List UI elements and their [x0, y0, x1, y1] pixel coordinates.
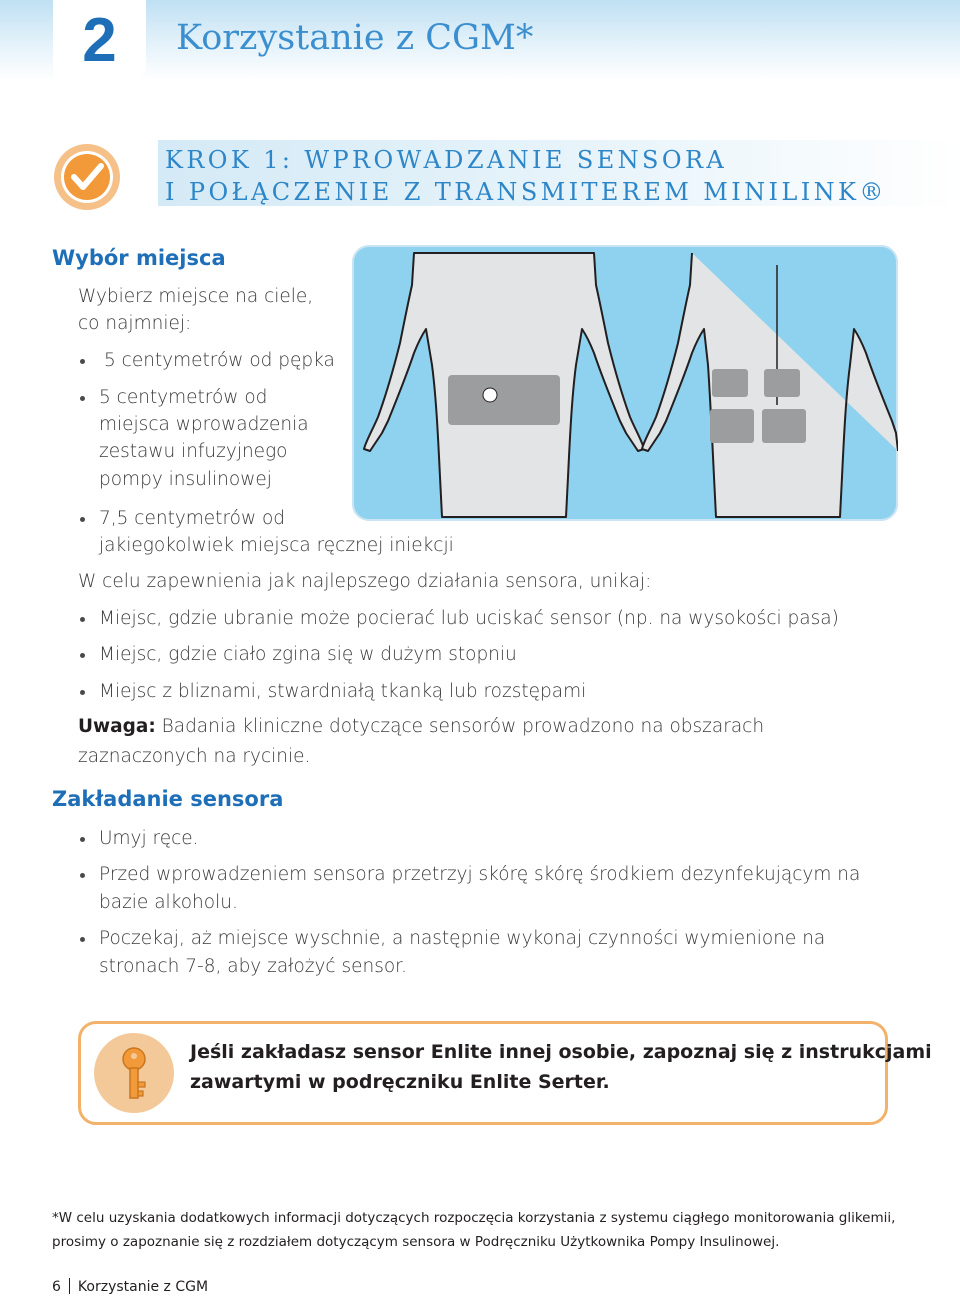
- footnote-line-2: prosimy o zapoznanie się z rozdziałem dotyczącym sensora w Podręczniku Użytkownika Pompy Insulinowej.: [52, 1234, 780, 1250]
- bullet: [80, 653, 85, 658]
- site-distance-1: 5 centymetrów od pępka: [104, 350, 335, 371]
- bullet: [80, 396, 85, 401]
- insertion-heading: Zakładanie sensora: [52, 787, 284, 811]
- bullet: [80, 837, 85, 842]
- avoid-item: Miejsc z bliznami, stwardniałą tkanką lub rozstępami: [99, 681, 587, 702]
- step-title: [165, 144, 887, 208]
- note-line-1: [78, 713, 764, 740]
- insertion-step-1: Umyj ręce.: [99, 828, 199, 849]
- bullet: [80, 937, 85, 942]
- back-site-upper-right: [764, 369, 800, 397]
- site-distance-2-line-4: pompy insulinowej: [99, 469, 272, 490]
- navel-marker: [483, 388, 497, 402]
- key-icon: [112, 1046, 156, 1102]
- avoid-item: Miejsc, gdzie ciało zgina się w dużym stopniu: [99, 644, 517, 665]
- note-label: Uwaga:: [78, 716, 156, 737]
- step-title-line-1: KROK 1: WPROWADZANIE SENSORA: [165, 146, 728, 174]
- bullet: [80, 359, 85, 364]
- site-distance-3-line-1: 7,5 centymetrów od: [99, 508, 286, 529]
- insertion-step-2-line-2: bazie alkoholu.: [99, 892, 238, 913]
- site-distance-3-line-2: jakiegokolwiek miejsca ręcznej iniekcji: [99, 535, 454, 556]
- front-abdomen-site: [448, 375, 560, 425]
- site-selection-heading: Wybór miejsca: [52, 246, 226, 270]
- back-site-lower-right: [762, 409, 806, 443]
- chapter-number: 2: [82, 6, 117, 75]
- tip-line-2: zawartymi w podręczniku Enlite Serter.: [190, 1071, 610, 1093]
- checkmark-icon: [52, 142, 122, 212]
- bullet: [80, 690, 85, 695]
- body-sites-illustration: [352, 245, 898, 521]
- site-distance-2-line-2: miejsca wprowadzenia: [99, 414, 309, 435]
- page-number: 6: [52, 1279, 61, 1295]
- bullet: [80, 617, 85, 622]
- footer-divider: [69, 1278, 70, 1294]
- insertion-step-2-line-1: Przed wprowadzeniem sensora przetrzyj skórę skórę środkiem dezynfekującym na: [99, 864, 861, 885]
- insertion-step-3-line-1: Poczekaj, aż miejsce wyschnie, a następnie wykonaj czynności wymienione na: [99, 928, 826, 949]
- tip-line-1: Jeśli zakładasz sensor Enlite innej osobie, zapoznaj się z instrukcjami: [190, 1041, 932, 1063]
- site-intro-line-1: Wybierz miejsce na ciele,: [78, 286, 314, 307]
- footer-section: Korzystanie z CGM: [77, 1279, 209, 1295]
- bullet: [80, 873, 85, 878]
- note-text-1: Badania kliniczne dotyczące sensorów prowadzono na obszarach: [155, 716, 765, 737]
- footnote-line-1: *W celu uzyskania dodatkowych informacji dotyczących rozpoczęcia korzystania z systemu ciągłego monitorowania glikemii,: [52, 1210, 896, 1226]
- site-distance-2-line-1: 5 centymetrów od: [99, 387, 268, 408]
- avoid-intro: W celu zapewnienia jak najlepszego działania sensora, unikaj:: [78, 571, 652, 592]
- page-footer: [52, 1277, 208, 1297]
- site-intro-line-2: co najmniej:: [78, 313, 192, 334]
- back-site-lower-left: [710, 409, 754, 443]
- bullet: [80, 517, 85, 522]
- footnote: [52, 1206, 895, 1254]
- back-site-upper-left: [712, 369, 748, 397]
- site-distance-2-line-3: zestawu infuzyjnego: [99, 441, 288, 462]
- tip-text: [190, 1037, 932, 1097]
- note-line-2: zaznaczonych na rycinie.: [78, 746, 311, 767]
- chapter-title: Korzystanie z CGM*: [176, 18, 534, 58]
- chapter-tab: [53, 0, 146, 78]
- insertion-step-3-line-2: stronach 7-8, aby założyć sensor.: [99, 956, 407, 977]
- avoid-item: Miejsc, gdzie ubranie może pocierać lub uciskać sensor (np. na wysokości pasa): [99, 608, 839, 629]
- step-title-line-2: I POŁĄCZENIE Z TRANSMITEREM MINILINK®: [165, 178, 887, 206]
